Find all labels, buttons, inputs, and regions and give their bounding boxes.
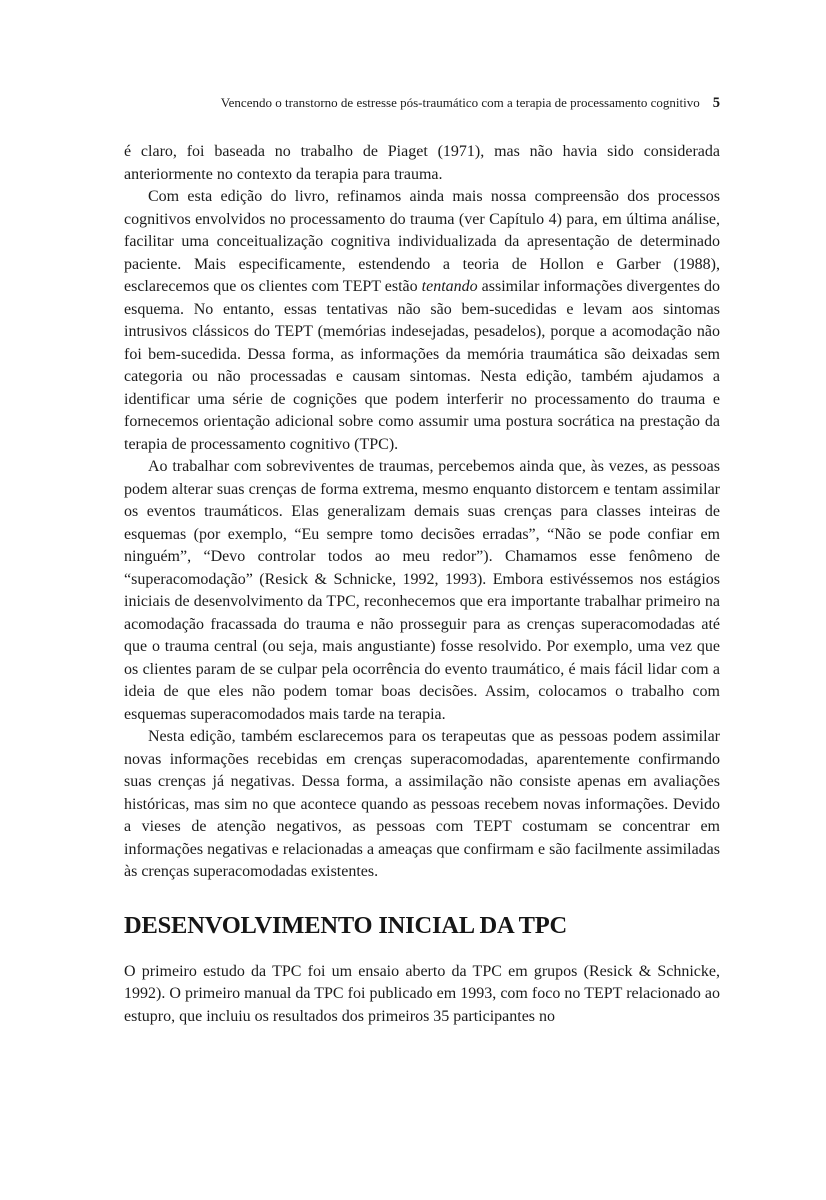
paragraph-run-before-italic: Com esta edição do livro, refinamos ainda mais nossa compreensão dos processos cognitivos envolvidos no processamento do trauma (ver Capítulo 4) para, em última análise, facilitar uma conceitualização cognitiva individualizada da apresentação de determinado paciente. Mais especificamente, estendendo a teoria de Hollon e Garber (1988), esclarecemos que os clientes com TEPT estão xyxy=(124,188,720,295)
paragraph-continuation: é claro, foi baseada no trabalho de Piaget (1971), mas não havia sido considerada anteriormente no contexto da terapia para trauma. xyxy=(124,143,720,183)
paragraph-run-after-italic: assimilar informações divergentes do esquema. No entanto, essas tentativas não são bem-sucedidas e levam aos sintomas intrusivos clássicos do TEPT (memórias indesejadas, pesadelos), porque a acomodação não foi bem-sucedida. Dessa forma, as informações da memória traumática são deixadas sem categoria ou não processadas e causam sintomas. Nesta edição, também ajudamos a identificar uma série de cognições que podem interferir no processamento do trauma e fornecemos orientação adicional sobre como assumir uma postura socrática na prestação da terapia de processamento cognitivo (TPC). xyxy=(124,278,720,453)
page-text-block xyxy=(124,141,720,1028)
section-heading: DESENVOLVIMENTO INICIAL DA TPC xyxy=(124,911,568,939)
paragraph-first-study: O primeiro estudo da TPC foi um ensaio aberto da TPC em grupos (Resick & Schnicke, 1992). O primeiro manual da TPC foi publicado em 1993, com foco no TEPT relacionado ao estupro, que incluiu os resultados dos primeiros 35 participantes no xyxy=(124,962,720,1025)
paragraph-therapist-clarification: Nesta edição, também esclarecemos para os terapeutas que as pessoas podem assimilar novas informações recebidas em crenças superacomodadas, aparentemente confirmando suas crenças já negativas. Dessa forma, a assimilação não consiste apenas em avaliações históricas, mas sim no que acontece quando as pessoas recebem novas informações. Devido a vieses de atenção negativos, as pessoas com TEPT costumam se concentrar em informações negativas e relacionadas a ameaças que confirmam e são facilmente assimiladas às crenças superacomodadas existentes. xyxy=(124,728,720,880)
paragraph-trauma-survivors: Ao trabalhar com sobreviventes de traumas, percebemos ainda que, às vezes, as pessoas podem alterar suas crenças de forma extrema, mesmo enquanto distorcem e tentam assimilar os eventos traumáticos. Elas generalizam demais suas crenças para classes inteiras de esquemas (por exemplo, “Eu sempre tomo decisões erradas”, “Não se pode confiar em ninguém”, “Devo controlar todos ao meu redor”). Chamamos esse fenômeno de “superacomodação” (Resick & Schnicke, 1992, 1993). Embora estivéssemos nos estágios iniciais de desenvolvimento da TPC, reconhecemos que era importante trabalhar primeiro na acomodação fracassada do trauma e não prosseguir para as crenças superacomodadas até que o trauma central (ou seja, mais angustiante) fosse resolvido. Por exemplo, uma vez que os clientes param de se culpar pela ocorrência do evento traumático, é mais fácil lidar com a ideia de que eles não podem tomar boas decisões. Assim, colocamos o trabalho com esquemas superacomodados mais tarde na terapia. xyxy=(124,458,720,723)
paragraph-edition-refinement xyxy=(124,186,720,456)
italic-word: tentando xyxy=(421,278,478,295)
running-head-title: Vencendo o transtorno de estresse pós-traumático com a terapia de processamento cognitivo xyxy=(220,95,700,110)
page-number: 5 xyxy=(712,95,720,111)
running-header xyxy=(124,95,720,111)
